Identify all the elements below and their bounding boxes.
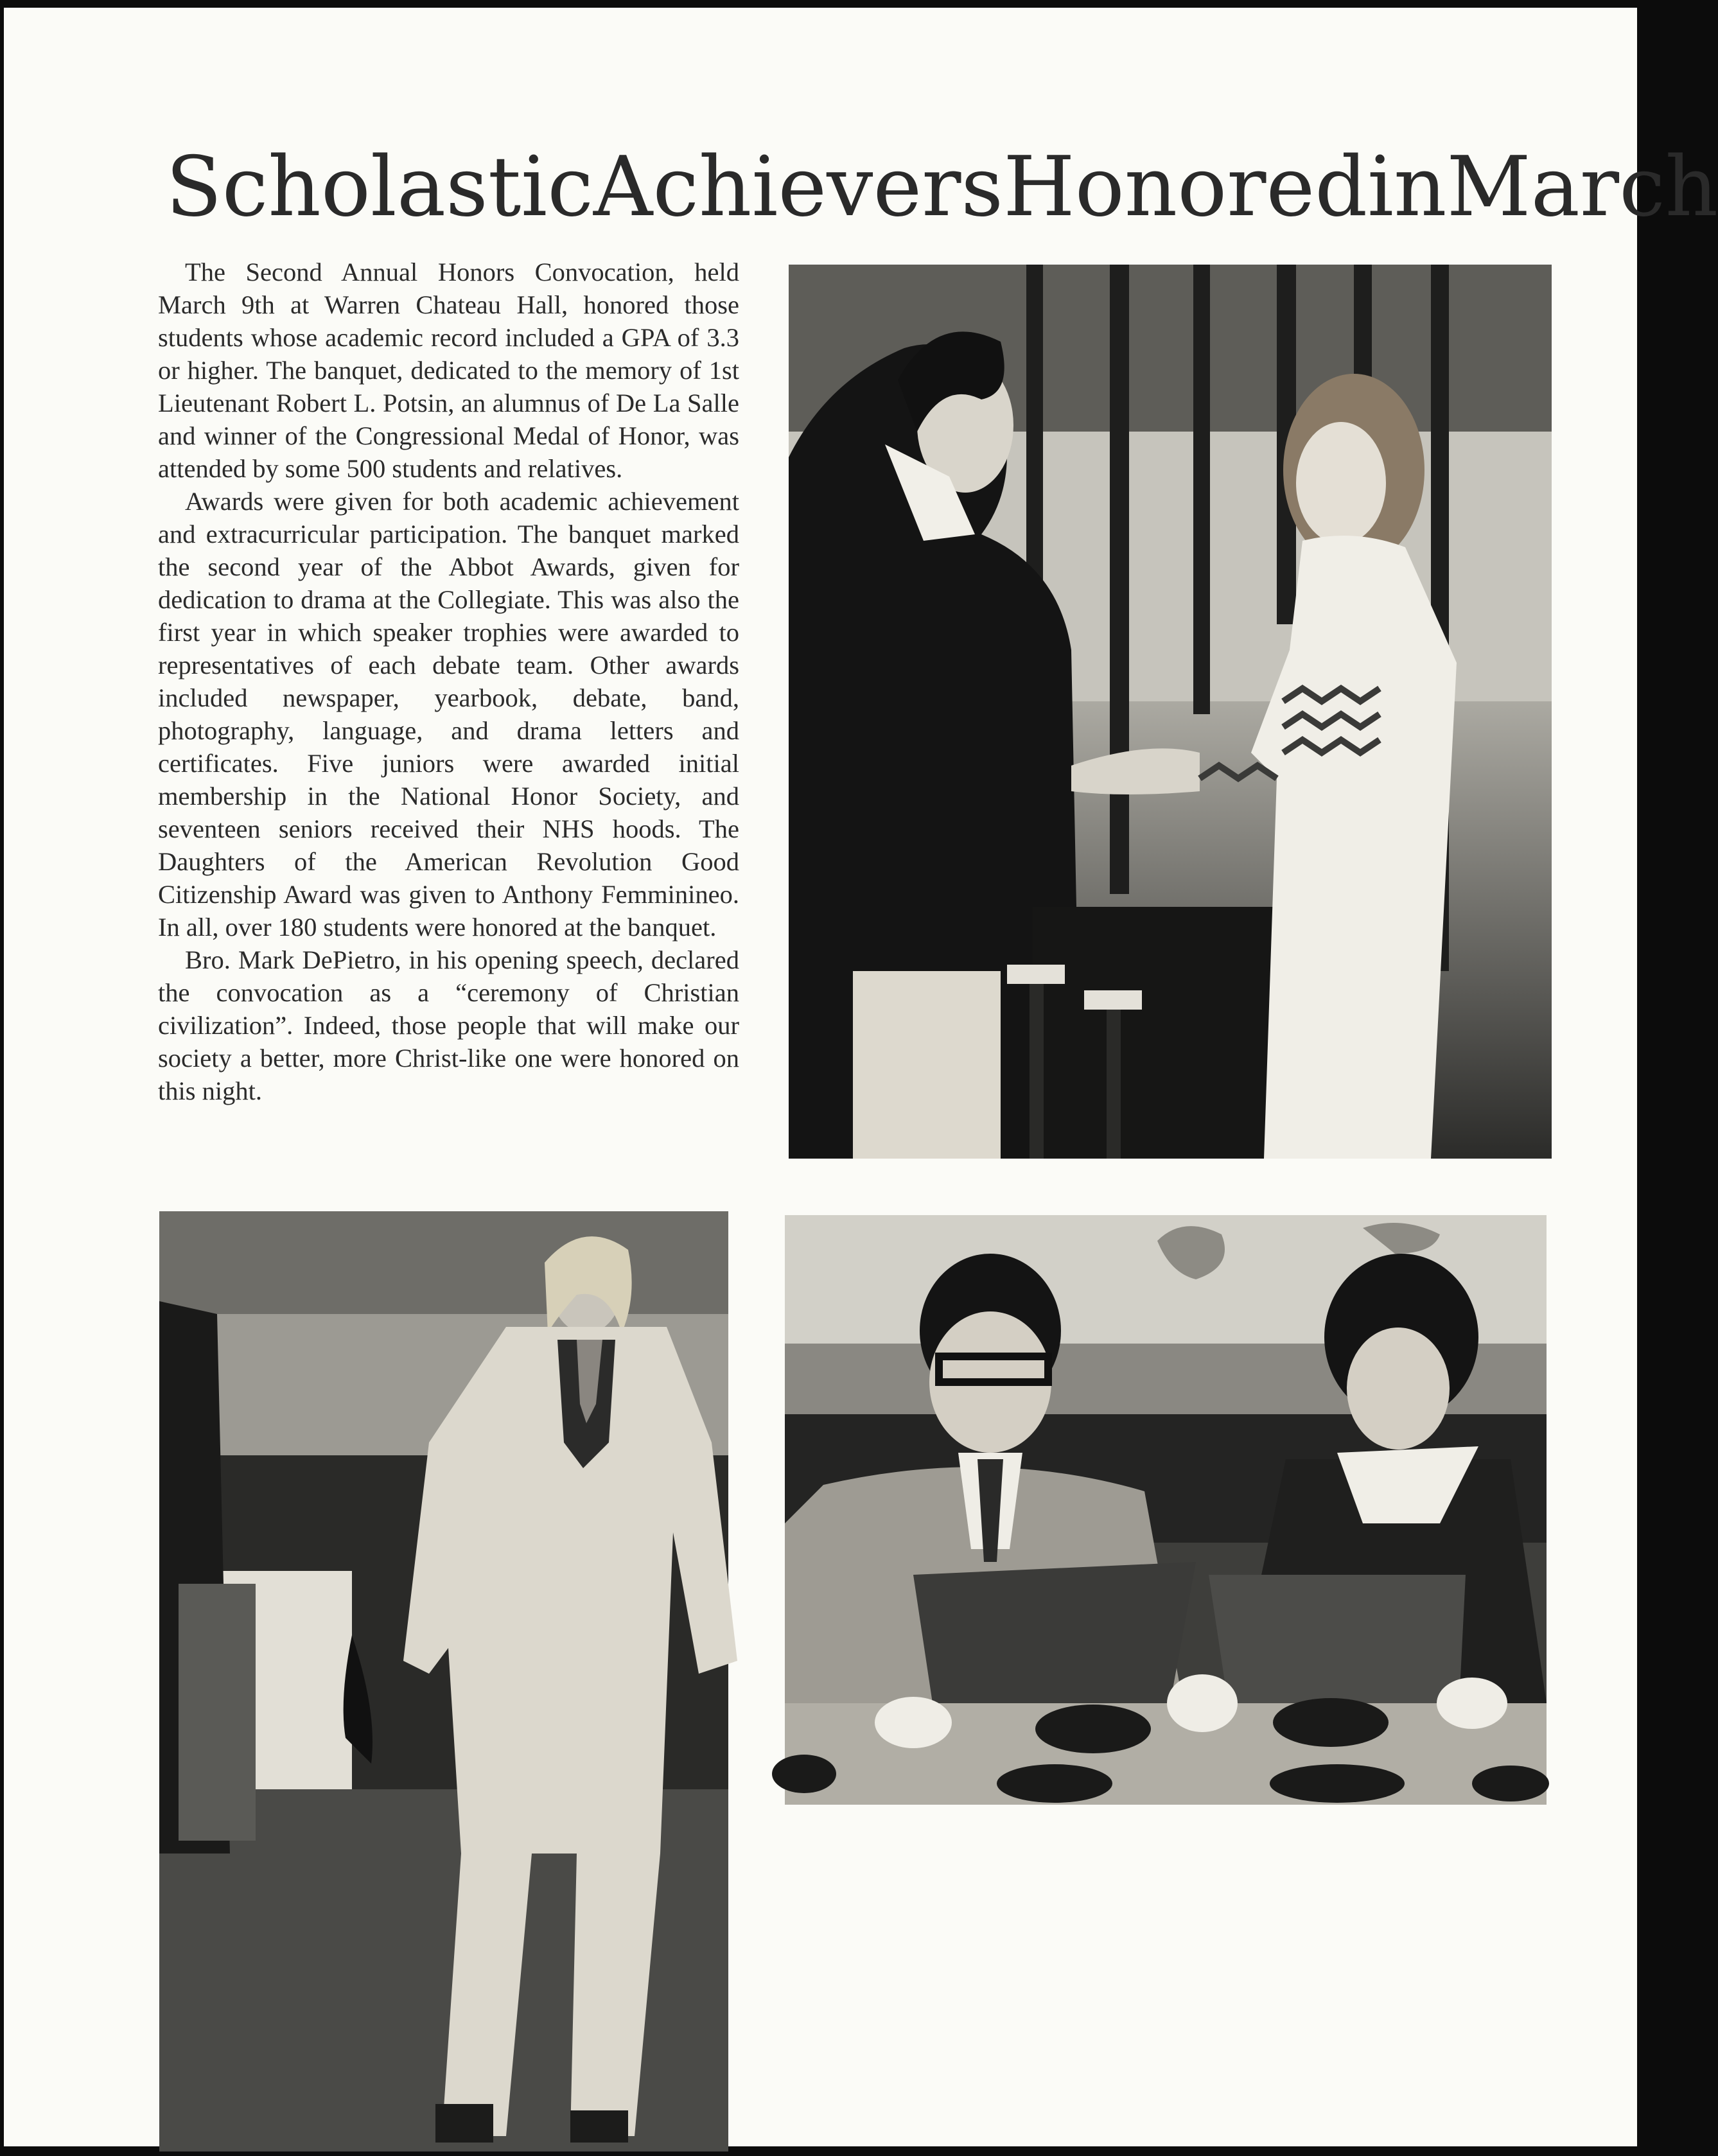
- headline: [166, 136, 1718, 239]
- headline-word: Scholastic: [166, 139, 593, 235]
- article-paragraph: Bro. Mark DePietro, in his opening speech, declared the convocation as a “ceremony of Christian civilization”. Indeed, those people that will make our society a better, more Christ-like one were honored on this night.: [158, 945, 739, 1105]
- headline-word: Achievers: [593, 139, 1004, 235]
- article-paragraph: The Second Annual Honors Convocation, held March 9th at Warren Chateau Hall, honored those students whose academic record included a GPA of 3.3 or higher. The banquet, dedicated to the memory of 1st Lieutenant Robert L. Potsin, an alumnus of De La Salle and winner of the Congressional Medal of Honor, was attended by some 500 students and relatives.: [158, 258, 739, 483]
- photo-students-reading-programs-image: [785, 1215, 1547, 1805]
- headline-word: in: [1367, 139, 1447, 235]
- photo-award-presentation: [789, 265, 1552, 1159]
- photo-student-walking-image: [159, 1211, 728, 2152]
- photo-student-walking: [159, 1211, 728, 2152]
- headline-word: March: [1446, 139, 1718, 235]
- photo-students-reading-programs: [785, 1215, 1547, 1805]
- article-body: [158, 256, 739, 1107]
- article-paragraph: Awards were given for both academic achievement and extracurricular participation. The banquet marked the second year of the Abbot Awards, given for dedication to drama at the Collegiate. This was also the first year in which speaker trophies were awarded to representatives of each debate team. Other awards included newspaper, yearbook, debate, band, photography, language, and drama letters and certificates. Five juniors were awarded initial membership in the National Honor Society, and seventeen seniors received their NHS hoods. The Daughters of the American Revolution Good Citizenship Award was given to Anthony Femminineo. In all, over 180 students were honored at the banquet.: [158, 487, 739, 942]
- photo-award-presentation-image: [789, 265, 1552, 1159]
- yearbook-page: [4, 8, 1718, 2146]
- headline-word: Honored: [1003, 139, 1368, 235]
